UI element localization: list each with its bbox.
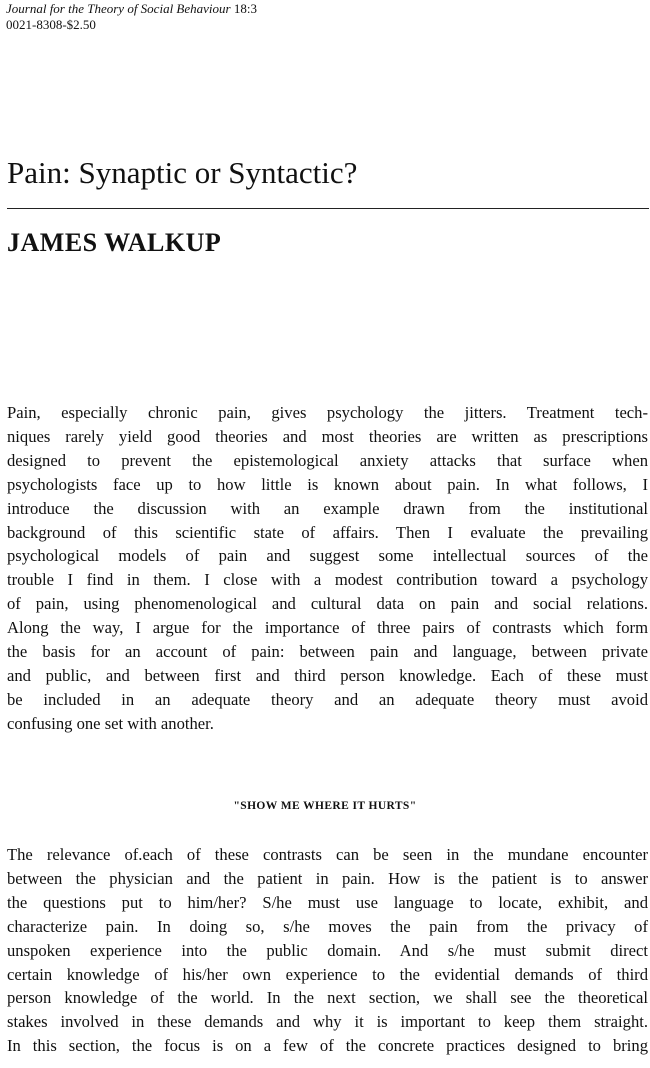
- abstract-line: be included in an adequate theory and an adequate theory must avoid: [7, 689, 648, 709]
- abstract-line: psychological models of pain and suggest some intellectual sources of the: [7, 546, 648, 566]
- abstract-line: psychologists face up to how little is known about pain. In what follows, I: [7, 474, 648, 494]
- abstract-line: Pain, especially chronic pain, gives psychology the jitters. Treatment tech-: [7, 403, 648, 422]
- abstract-line: designed to prevent the epistemological anxiety attacks that surface when: [7, 450, 648, 470]
- article-author: JAMES WALKUP: [7, 228, 222, 257]
- abstract-line: the basis for an account of pain: between pain and language, between private: [7, 642, 648, 662]
- section-heading: "SHOW ME WHERE IT HURTS": [233, 800, 417, 812]
- journal-citation: [6, 1, 257, 17]
- body-line: between the physician and the patient in pain. How is the patient is to answer: [7, 868, 648, 888]
- abstract-line: niques rarely yield good theories and most theories are written as prescriptions: [7, 426, 648, 446]
- abstract-line: confusing one set with another.: [7, 713, 214, 733]
- abstract-paragraph: [7, 401, 648, 736]
- body-line: In this section, the focus is on a few of the concrete practices designed to bring: [7, 1036, 648, 1056]
- abstract-line: trouble I find in them. I close with a modest contribution toward a psychology: [7, 570, 648, 590]
- journal-issue: 18:3: [233, 1, 257, 16]
- body-line: unspoken experience into the public domain. And s/he must submit direct: [7, 940, 648, 960]
- journal-name: Journal for the Theory of Social Behaviour: [6, 1, 231, 16]
- abstract-line: introduce the discussion with an example drawn from the institutional: [7, 498, 648, 518]
- body-line: The relevance of.each of these contrasts can be seen in the mundane encounter: [7, 845, 648, 864]
- abstract-line: background of this scientific state of affairs. Then I evaluate the prevailing: [7, 522, 648, 542]
- body-line: certain knowledge of his/her own experience to the evidential demands of third: [7, 964, 648, 984]
- article-title: Pain: Synaptic or Syntactic?: [7, 155, 358, 190]
- abstract-line: of pain, using phenomenological and cultural data on pain and social relations.: [7, 594, 648, 614]
- body-line: characterize pain. In doing so, s/he moves the pain from the privacy of: [7, 916, 648, 936]
- body-line: the questions put to him/her? S/he must use language to locate, exhibit, and: [7, 892, 648, 912]
- journal-code: 0021-8308-$2.50: [6, 17, 96, 32]
- title-rule: [7, 208, 649, 209]
- body-line: person knowledge of the world. In the next section, we shall see the theoretical: [7, 988, 648, 1008]
- abstract-line: and public, and between first and third person knowledge. Each of these must: [7, 665, 648, 685]
- abstract-line: Along the way, I argue for the importance of three pairs of contrasts which form: [7, 618, 648, 638]
- body-paragraph: [7, 843, 648, 1058]
- body-line: stakes involved in these demands and why it is important to keep them straight.: [7, 1012, 648, 1032]
